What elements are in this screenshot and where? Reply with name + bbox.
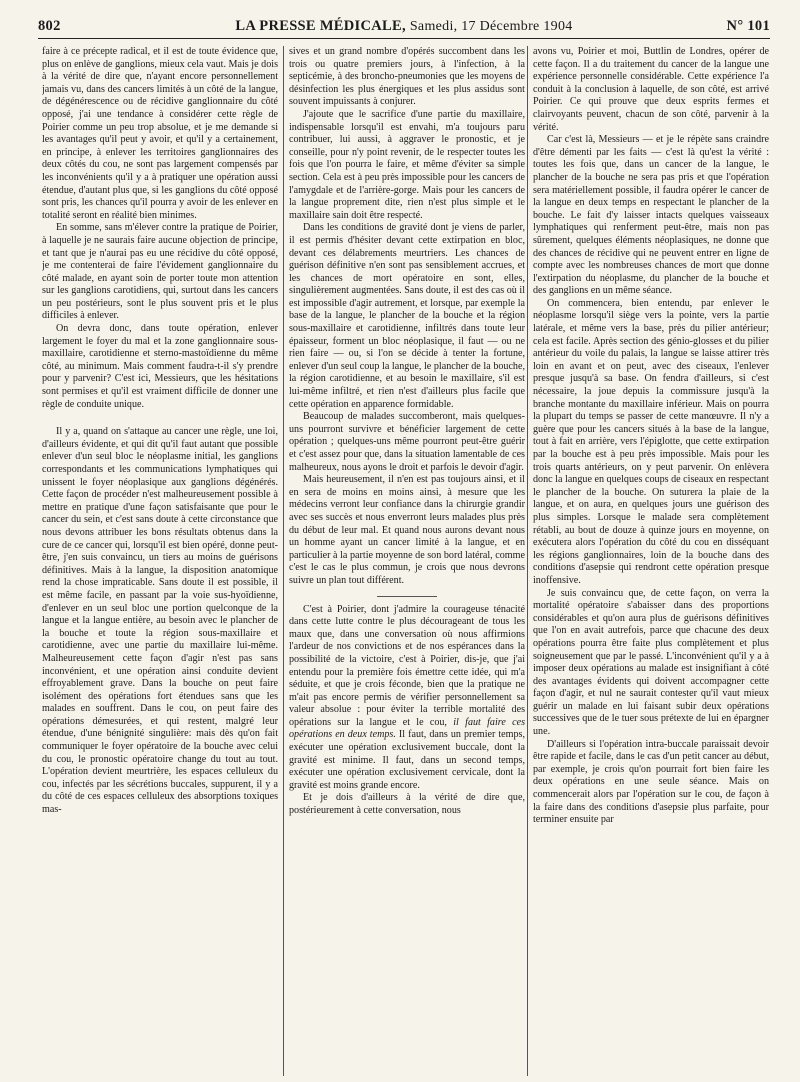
issue-date: Samedi, 17 Décembre 1904 bbox=[409, 19, 573, 34]
column-divider bbox=[283, 46, 284, 1076]
page-header bbox=[38, 18, 770, 38]
paragraph bbox=[289, 604, 525, 793]
paragraph: En somme, sans m'élever contre la pratique de Poirier, à laquelle je ne saurais faire aucune objection de principe, et tant que je n'aurai pas eu une récidive du côté opposé, je me contenterai de faire l'évidement ganglionnaire du côté malade, en ayant soin de porter toute mon attention sur les ganglions carotidiens, qui, surtout dans les cancers un peu postérieurs, sont le plus souvent pris et le plus difficiles à enlever. bbox=[42, 222, 278, 322]
column-divider bbox=[527, 46, 528, 1076]
paragraph: avons vu, Poirier et moi, Buttlin de Londres, opérer de cette façon. Il a du traitement du cancer de la langue une expérience personnelle considérable. Cette expérience l'a conduit à la conclusion à laquelle, de son côté, est arrivé Poirier. Ce qui prouve que deux esprits fermes et clairvoyants peuvent, chacun de son côté, parvenir à la vérité. bbox=[533, 46, 769, 133]
column-3 bbox=[533, 46, 769, 1076]
paragraph: sives et un grand nombre d'opérés succombent dans les trois ou quatre premiers jours, à l'infection, à la septicémie, à des broncho-pneumonies que les moyens de désinfection les plus énergiques et les plus assidus sont souvent impuissants à conjurer. bbox=[289, 46, 525, 108]
paragraph-text: C'est à Poirier, dont j'admire la courageuse ténacité dans cette lutte contre le plus décourageant de tous les maux que, dans une conversation où nous affirmions l'ardeur de nos convictions et de nos espérances dans la possibilité de la victoire, c'est à Poirier, dis-je, que j'ai entendu pour la première fois émettre cette idée, qui m'a séduite, et que je crois féconde, bien que la pratique ne m'ait pas encore permis de vérifier personnellement sa valeur absolue : pour éviter la terrible mortalité des opérations sur la langue et le cou, bbox=[289, 603, 525, 728]
section-separator bbox=[377, 596, 437, 597]
paragraph-text: Il faut, dans un premier temps, exécuter une opération exclusivement buccale, dont la gravité est minime. Il faut, dans un second temps, exécuter une opération exclusivement cervicale, dont la gravité est moins grande encore. bbox=[289, 729, 525, 791]
issue-number: N° 101 bbox=[726, 18, 770, 34]
paragraph: D'ailleurs si l'opération intra-buccale paraissait devoir être rapide et facile, dans le cas d'un petit cancer au début, par exemple, je crois qu'on pourrait fort bien faire les deux opérations en une seule séance. Mais on commencerait alors par l'opération sur le cou, de façon à la faire dans des conditions d'asepsie plus parfaite, pour terminer ensuite par bbox=[533, 738, 769, 826]
section-gap bbox=[42, 411, 278, 426]
header-rule bbox=[38, 38, 770, 39]
column-2 bbox=[289, 46, 525, 1076]
emphasized-rule: il faut faire ces opérations en deux temps. bbox=[289, 716, 525, 741]
paragraph: Dans les conditions de gravité dont je viens de parler, il est permis d'hésiter devant cette extirpation en bloc, devant ces délabrements meurtriers. Les chances de guérison définitive n'en sont pas sensiblement accrues, et les chances de mort opératoire en sont, elles, singulièrement augmentées. Sans doute, il est des cas où il est impossible d'agir autrement, et lorsque, par exemple la base de la langue, le plancher de la bouche et la région sous-maxillaire et carotidienne, infiltrés dans toute leur épaisseur, forment un bloc néoplasique, il faut — ou ne rien faire — ou, si l'on se décide à tenter la fortune, enlever d'un seul coup la langue, le plancher de la bouche, la région carotidienne, et au besoin le maxillaire, s'il est lui-même infiltré, et rien n'est d'ailleurs plus facile que cette opération en apparence formidable. bbox=[289, 222, 525, 410]
paragraph: faire à ce précepte radical, et il est de toute évidence que, plus on enlève de ganglions, mieux cela vaut. Mais je dois à la vérité de dire que, n'ayant encore personnellement jamais vu, dans des cancers limités à un côté de la langue, de dégénérescence ou de récidive ganglionnaire du côté opposé, j'ai une tendance à considérer cette règle de Poirier comme un peu trop absolue, et je me demande si les avantages qu'il peut y avoir, et qu'il y a certainement, en principe, à enlever les territoires ganglionnaires des deux côtés du cou, ne sont pas largement compensés par les inconvénients qu'il y a à pratiquer une opération aussi étendue, d'autant plus que, si les ganglions du côté opposé sont pris, les chances qu'il pourra y avoir de les enlever en totalité seront en réalité bien minimes. bbox=[42, 46, 278, 221]
paragraph: Car c'est là, Messieurs — et je le répète sans craindre d'être démenti par les faits — c'est là qu'est la vérité : toutes les fois que, dans un cancer de la langue, le plancher de la bouche ne sera pas pris et que l'opération sera matériellement possible, il faudra opérer le cancer de la langue en deux temps en respectant le plancher de la bouche. Le fait d'y laisser intacts quelques vaisseaux lymphatiques qui renferment peut-être, mais non pas sûrement, quelques éléments néoplasiques, ne donne que des chances de récidive qui ne peuvent entrer en ligne de compte avec les nombreuses chances de mort que donne l'extirpation du néoplasme, du plancher de la bouche et des ganglions en un même séance. bbox=[533, 134, 769, 297]
paragraph: J'ajoute que le sacrifice d'une partie du maxillaire, indispensable lorsqu'il est envahi, m'a toujours paru contribuer, lui aussi, à aggraver le pronostic, et je conseille, pour n'y point revenir, de le respecter toutes les fois que l'on pourra le faire, et même d'éviter sa simple section. Cela est à peu près impossible pour les cancers de l'amygdale et de l'arrière-gorge. Mais pour les cancers de la langue proprement dite, rien n'est plus simple et le maxillaire sain doit être respecté. bbox=[289, 108, 525, 221]
paragraph: Et je dois d'ailleurs à la vérité de dire que, postérieurement à cette conversation, nous bbox=[289, 792, 525, 817]
paragraph: Il y a, quand on s'attaque au cancer une règle, une loi, d'ailleurs évidente, et qui dit qu'il faut autant que possible enlever d'un seul bloc le néoplasme initial, les ganglions correspondants et les communications lymphatiques qui unissent le foyer néoplasique aux ganglions dégénérés. Cette façon de procéder n'est malheureusement possible à mettre en pratique d'une façon satisfaisante que pour le cancer du sein, et c'est sans doute à cette circonstance que nous devons attribuer les bons résultats obtenus dans la cure de ce cancer qui, lorsqu'il est bien opéré, donne peut-être, j'en suis convaincu, un tiers au moins de guérisons définitives. Mais à la langue, la disposition anatomique rend la chose impraticable. Sans doute il est possible, il est même facile, en passant par la voie sus-hyoïdienne, d'enlever en un seul bloc une portion quelconque de la langue et la langue entière, au besoin avec le plancher de la bouche et toute la région sous-maxillaire et carotidienne, avec une partie du maxillaire lui-même. Malheureusement cette façon d'agir n'est pas sans inconvénient, et une opération ainsi conduite devient effroyablement grave. Dans la bouche on peut faire isolément des opérations fort étendues sans que les malades en souffrent. Dans le cou, on peut faire des opérations démesurées, et qui restent, malgré leur étendue, d'une bénignité singulière: mais dès qu'on fait communiquer le foyer opératoire de la bouche avec celui du cou, le pronostic opératoire change du tout au tout. L'opération devient meurtrière, les espaces celluleux du cou, infectés par les sécrétions buccales, suppurent, il y a du côté de ces espaces celluleux des absorptions toxiques mas- bbox=[42, 426, 278, 816]
paragraph: Mais heureusement, il n'en est pas toujours ainsi, et il en sera de moins en moins ainsi, à mesure que les médecins verront leur confiance dans la chirurgie grandir avec ses succès et nous enverront leurs malades plus près du début de leur mal. Et quand nous aurons devant nous un homme ayant un cancer limité à la langue, et en particulier à la partie moyenne de son bord latéral, comme c'est le cas le plus commun, je crois que nous devrons suivre un plan tout différent. bbox=[289, 474, 525, 586]
journal-title: LA PRESSE MÉDICALE, bbox=[235, 18, 406, 34]
page-number: 802 bbox=[38, 18, 61, 34]
paragraph: On devra donc, dans toute opération, enlever largement le foyer du mal et la zone ganglionnaire sous-maxillaire, carotidienne et sterno-mastoïdienne du même côté, au minimum. Mais comment faudra-t-il s'y prendre pour y parvenir? C'est ici, Messieurs, que les hésitations sont permises et qu'il est vraiment difficile de donner une règle de conduite unique. bbox=[42, 323, 278, 410]
paragraph: On commencera, bien entendu, par enlever le néoplasme lorsqu'il siège vers la pointe, vers la partie latérale, et même vers la base, près du pilier antérieur; cela est facile. Après section des génio-glosses et du pilier antérieur du voile du palais, la langue se laisse attirer très loin en avant et on peut, avec des ciseaux, l'enlever presque jusqu'à sa base. On fendra d'ailleurs, si c'est nécessaire, la joue depuis la commissure jusqu'à la branche montante du maxillaire inférieur. Mais on pourra la plupart du temps se passer de cette manœuvre. Il n'y a guère que pour les cancers situés à la base de la langue, tout à fait en arrière, vers l'épiglotte, que cette extirpation par la bouche est à peu près impossible. Mais pour les trois quarts antérieurs, on y peut parvenir. On enlèvera donc la langue en quelques coups de ciseaux en respectant le plancher de la bouche. On suturera la plaie de la langue, et on aura, en quelques jours une guérison des plus simples. Lorsque le malade sera complètement rétabli, au bout de douze à quinze jours en moyenne, on exécutera alors l'opération du côté du cou en disséquant les régions ganglionnaires, loin de la bouche dans des conditions d'asepsie qui rendront cette opération presque inoffensive. bbox=[533, 297, 769, 586]
journal-header bbox=[38, 18, 770, 35]
column-1 bbox=[42, 46, 278, 1076]
paragraph: Je suis convaincu que, de cette façon, on verra la mortalité opératoire s'abaisser dans des proportions considérables et qu'on aura plus de guérisons définitives que l'on en avait autrefois, parce que chacune des deux opérations pourra être faite plus complètement et plus soigneusement que par le passé. L'inconvénient qu'il y a à imposer deux opérations au malade est insignifiant à côté des avantages évidents qui doivent accompagner cette façon d'agir, et nul ne saurait contester qu'il vaut mieux guérir un malade en lui faisant subir deux opérations successives que de le tuer sous prétexte de lui en épargner une. bbox=[533, 587, 769, 738]
paragraph: Beaucoup de malades succomberont, mais quelques-uns pourront survivre et bénéficier largement de cette opération ; quelques-uns même pourront peut-être guérir et c'est assez pour que, dans la situation lamentable de ces malheureux, nous ayons le droit et parfois le devoir d'agir. bbox=[289, 411, 525, 473]
